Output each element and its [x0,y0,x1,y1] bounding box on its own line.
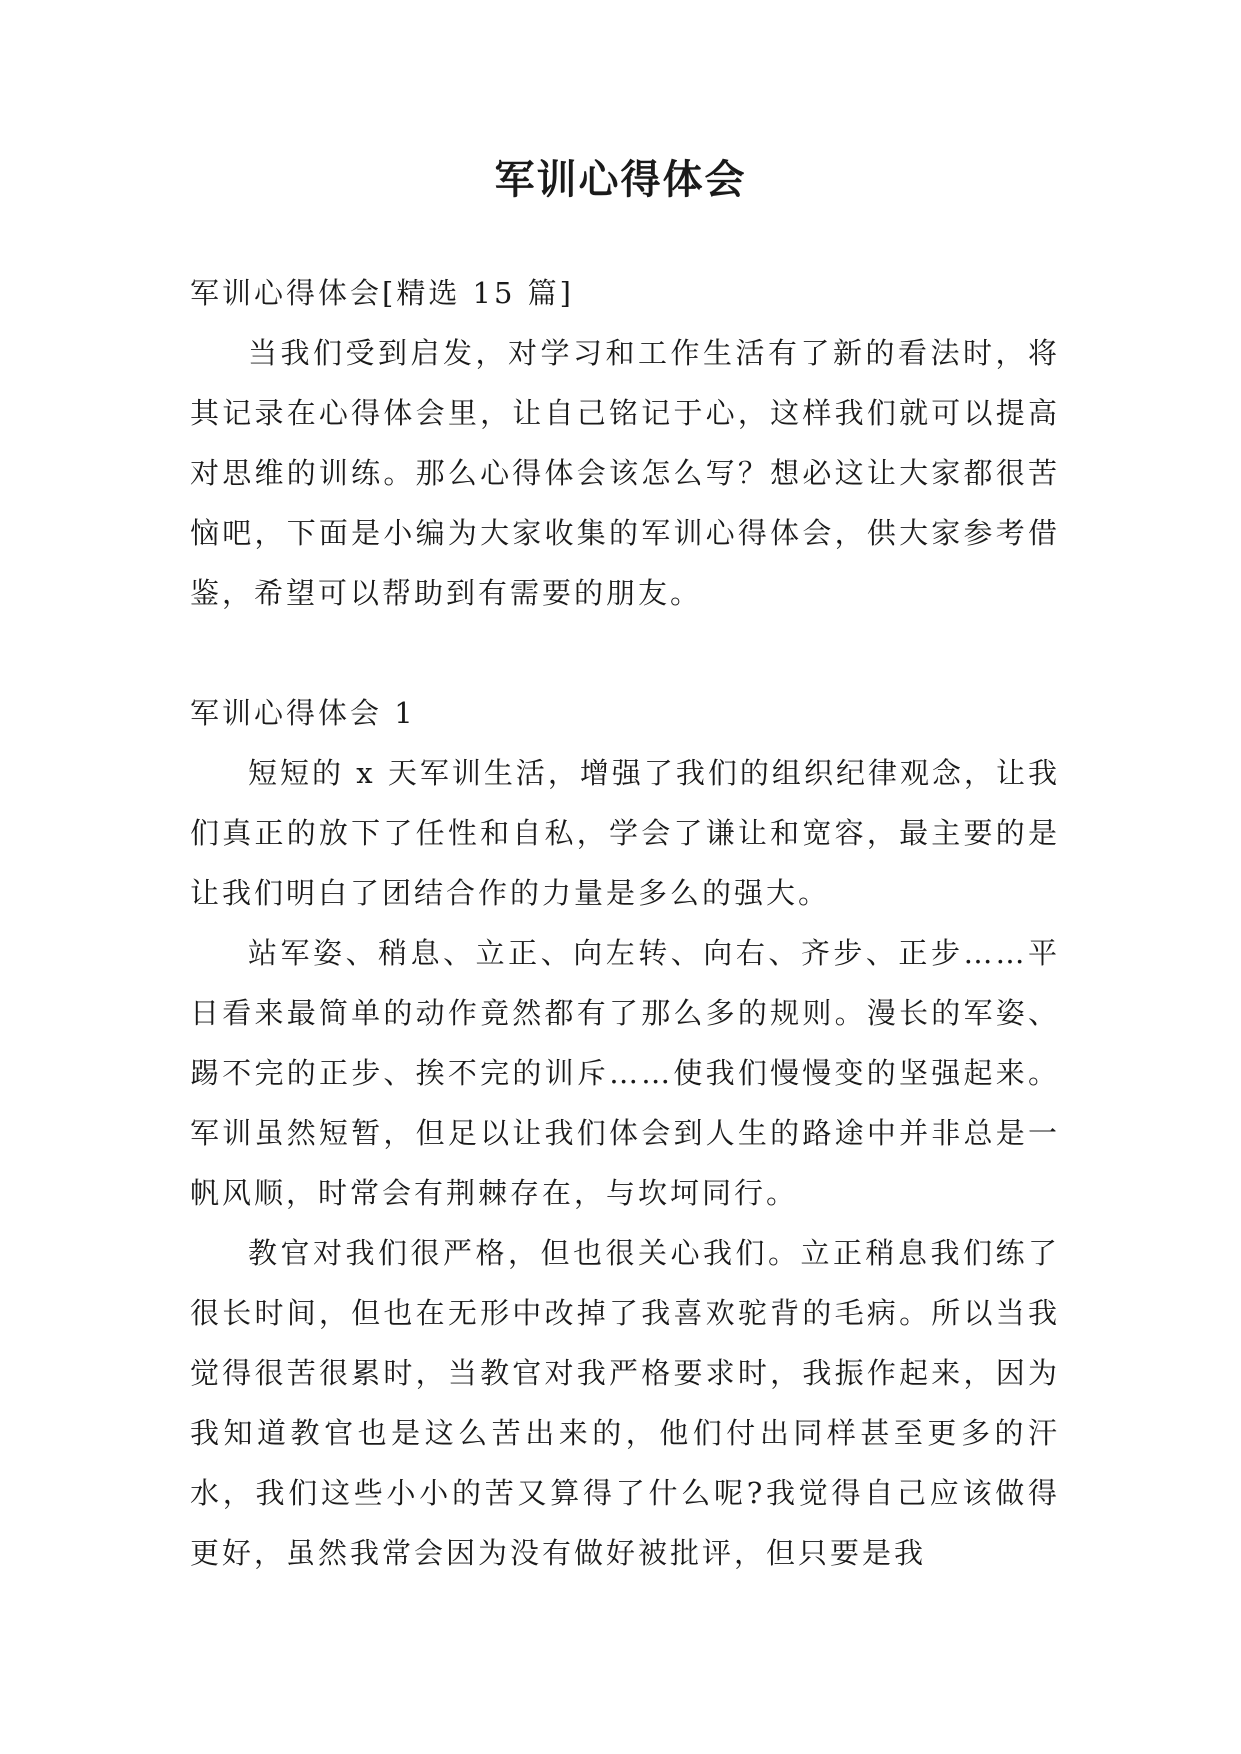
document-title: 军训心得体会 [494,157,747,203]
intro-paragraph: 当我们受到启发，对学习和工作生活有了新的看法时，将其记录在心得体会里，让自己铭记于心，这样我们就可以提高对思维的训练。那么心得体会该怎么写？想必这让大家都很苦恼吧，下面是小编为大家收集的军训心得体会，供大家参考借鉴，希望可以帮助到有需要的朋友。 [190,336,1060,610]
document-body [190,263,1060,1583]
body-paragraph: 短短的 x 天军训生活，增强了我们的组织纪律观念，让我们真正的放下了任性和自私，学会了谦让和宽容，最主要的是让我们明白了团结合作的力量是多么的强大。 [190,756,1060,910]
body-paragraph: 教官对我们很严格，但也很关心我们。立正稍息我们练了很长时间，但也在无形中改掉了我喜欢驼背的毛病。所以当我觉得很苦很累时，当教官对我严格要求时，我振作起来，因为我知道教官也是这么苦出来的，他们付出同样甚至更多的汗水，我们这些小小的苦又算得了什么呢?我觉得自己应该做得更好，虽然我常会因为没有做好被批评，但只要是我 [190,1236,1060,1570]
document-subtitle: 军训心得体会[精选 15 篇] [190,276,574,310]
body-paragraph: 站军姿、稍息、立正、向左转、向右、齐步、正步……平日看来最简单的动作竟然都有了那么多的规则。漫长的军姿、踢不完的正步、挨不完的训斥……使我们慢慢变的坚强起来。军训虽然短暂，但足以让我们体会到人生的路途中并非总是一帆风顺，时常会有荆棘存在，与坎坷同行。 [190,936,1060,1210]
section-spacer [190,623,1060,683]
section-heading: 军训心得体会 1 [190,696,416,730]
